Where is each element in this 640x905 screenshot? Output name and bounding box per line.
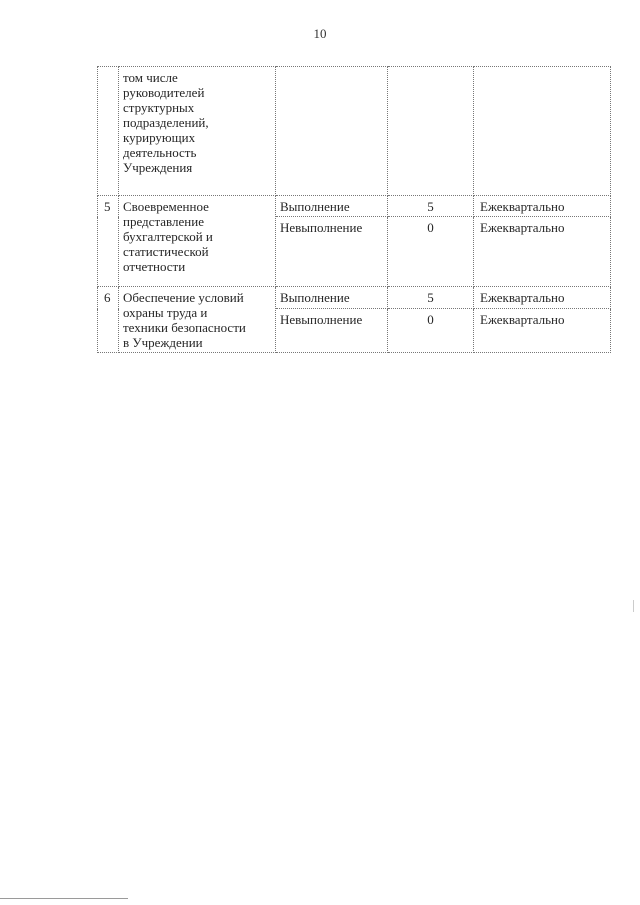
row-number-cell: 6 [98,287,119,353]
criterion-name-line: подразделений, [123,115,209,130]
table-row [98,196,611,217]
criterion-name-cell [119,67,276,196]
table-row [98,287,611,309]
criterion-name-line: структурных [123,100,195,115]
criterion-name-line: бухгалтерской и [123,229,213,244]
period-cell: Ежеквартально [474,196,611,217]
condition-cell [276,67,388,196]
table-row [98,67,611,196]
page-number: 10 [313,26,327,41]
row-number-cell: 5 [98,196,119,287]
criterion-name-line: руководителей [123,85,205,100]
score-cell: 0 [388,217,474,287]
period-cell: Ежеквартально [474,217,611,287]
criterion-name-line: статистической [123,244,209,259]
criterion-name-line: отчетности [123,259,186,274]
criteria-table [97,66,611,353]
period-cell: Ежеквартально [474,309,611,353]
criterion-name-line: Своевременное [123,199,209,214]
condition-cell: Выполнение [276,287,388,309]
condition-cell: Невыполнение [276,309,388,353]
footer-rule [0,898,128,899]
row-number-cell [98,67,119,196]
criterion-name-line: в Учреждении [123,335,203,350]
criterion-name-line: техники безопасности [123,320,246,335]
criterion-name-line: курирующих [123,130,196,145]
criterion-name-line: охраны труда и [123,305,208,320]
score-cell: 5 [388,196,474,217]
scan-edge-mark [633,600,634,612]
period-cell [474,67,611,196]
condition-cell: Невыполнение [276,217,388,287]
condition-cell: Выполнение [276,196,388,217]
criterion-name-line: деятельность [123,145,197,160]
criterion-name-line: Учреждения [123,160,193,175]
criterion-name-line: Обеспечение условий [123,290,244,305]
score-cell: 0 [388,309,474,353]
criterion-name-line: том числе [123,70,178,85]
score-cell [388,67,474,196]
period-cell: Ежеквартально [474,287,611,309]
criterion-name-cell [119,287,276,353]
criterion-name-line: представление [123,214,204,229]
criterion-name-cell [119,196,276,287]
score-cell: 5 [388,287,474,309]
